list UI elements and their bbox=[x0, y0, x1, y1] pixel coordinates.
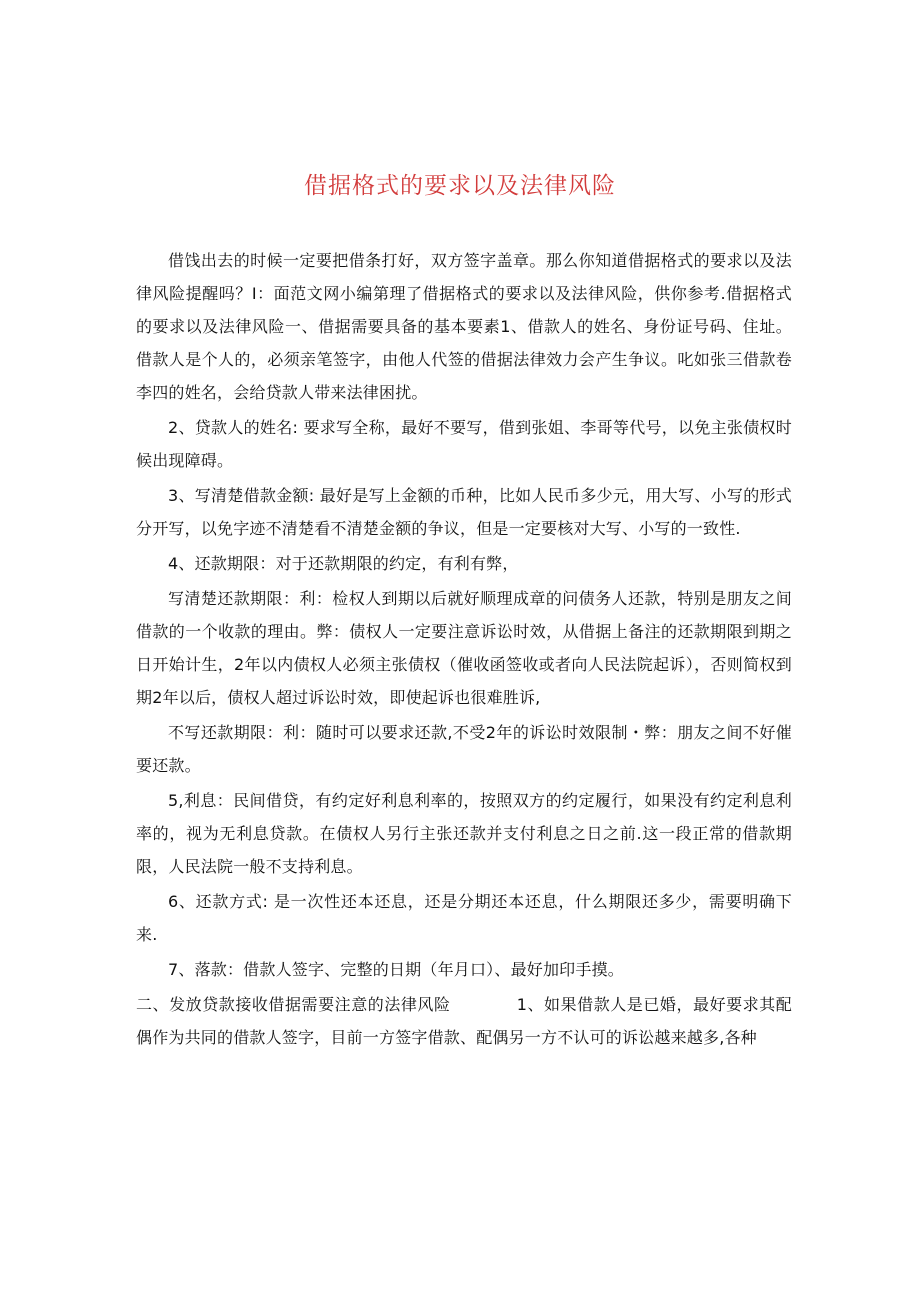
paragraph-interest: 5,利息：民间借贷，有约定好利息利率的，按照双方的约定履行，如果没有约定利息利率的，视为无利息贷款。在债权人另行主张还款并支付利息之日之前.这一段正常的借款期限，人民法院一般不支持利息。 bbox=[136, 791, 792, 876]
paragraph-lender-name: 2、贷款人的姓名: 要求写全称，最好不要写，借到张姐、李哥等代号，以免主张债权时候出现障碍。 bbox=[136, 418, 792, 470]
paragraph-term-unwritten: 不写还款期限：利：随时可以要求还款,不受2年的诉讼时效限制・弊：朋友之间不好催要还款。 bbox=[136, 723, 792, 775]
paragraph-intro: 借饯出去的时候一定要把借条打好，双方签字盖章。那么你知道借据格式的要求以及法律风险提醒吗？I：面范文网小编第理了借据格式的要求以及法律风险，供你参考.借据格式的要求以及法律风险一、借据需要具备的基本要素1、借款人的姓名、身份证号码、住址。借款人是个人的，必须亲笔签字，由他人代签的借据法律效力会产生争议。叱如张三借款卷李四的姓名，会给贷款人带来法律困扰。 bbox=[136, 251, 792, 402]
document-body bbox=[136, 244, 792, 1054]
paragraph-repayment-term: 4、还款期限：对于还款期限的约定，有利有弊， bbox=[168, 554, 519, 573]
paragraph-term-written: 写清楚还款期限：利：检权人到期以后就好顺理成章的问债务人还款，特别是朋友之间借款的一个收款的理由。弊：债权人一定要注意诉讼时效，从借据上备注的还款期限到期之日开始计生，2年以内债权人必须主张债权（催收函签收或者向人民法院起诉），否则简权到期2年以后，债权人超过诉讼时效，即使起诉也很难胜诉, bbox=[136, 589, 792, 707]
paragraph-loan-amount: 3、写清楚借款金额: 最好是写上金额的币种，比如人民币多少元，用大写、小写的形式分开写，以免字迹不清楚看不清楚金额的争议，但是一定要核对大写、小写的一致性. bbox=[136, 486, 792, 538]
paragraph-section-two: 二、发放贷款接收借据需要注意的法律风险 1、如果借款人是已婚，最好要求其配偶作为共同的借款人签字，目前一方签字借款、配偶另一方不认可的诉讼越来越多,各种 bbox=[136, 995, 792, 1047]
document-title: 借据格式的要求以及法律风险 bbox=[304, 173, 616, 199]
paragraph-repayment-method: 6、还款方式: 是一次性还本还息，还是分期还本还息，什么期限还多少，需要明确下来. bbox=[136, 892, 792, 944]
paragraph-signature: 7、落款：借款人签字、完整的日期（年月口）、最好加印手摸。 bbox=[168, 960, 624, 979]
